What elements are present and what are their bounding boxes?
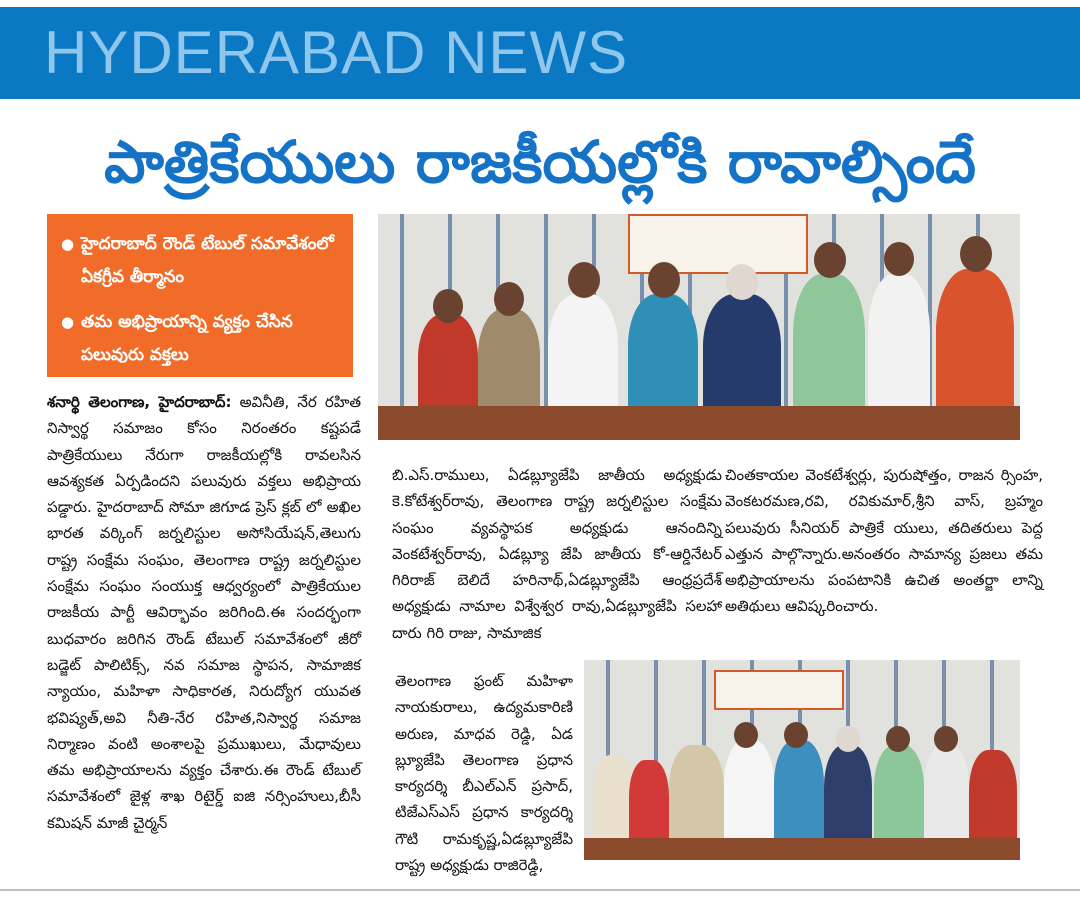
bullet-icon: ●	[61, 235, 75, 253]
article-column-2-continued: తెలంగాణ ఫ్రంట్ మహిళా నాయకురాలు, ఉద్యమకారిణి అరుణ, మాధవ రెడ్డి, ఏడ బ్ల్యూజేపి తెలంగాణ ప్రధాన కార్యదర్శి బీఎల్ఎన్ ప్రసాద్, టిజేఎస్ఎస్ ప్రధాన కార్యదర్శి గౌటి రామకృష్ణ,ఏడబ్ల్యూజేపి రాష్ట్ర అధ్యక్షుడు రాజిరెడ్డి,	[395, 672, 573, 875]
highlight-text: హైదరాబాద్ రౌండ్ టేబుల్ సమావేశంలో ఏకగ్రీవ తీర్మానం	[81, 234, 334, 287]
article-dateline: శనార్థి తెలంగాణ, హైదరాబాద్:	[47, 393, 232, 411]
article-column-2: బి.ఎస్.రాములు, ఏడబ్ల్యూజేపి జాతీయ అధ్యక్షుడు కె.కోటేశ్వర్‌రావు, తెలంగాణ రాష్ట్ర జర్నలిస్టుల సంక్షేమ సంఘం వ్యవస్థాపక అధ్యక్షుడు ఆనందిన్ని వెంకటేశ్వర్‌రావు, ఏడబ్ల్యూ జేపి జాతీయ కో-ఆర్డినేటర్ గిరిరాజ్ బెలిదే హరినాథ్,ఏడబ్ల్యూజేపి ఆంధ్రప్రదేశ్ అధ్యక్షుడు నామాల విశ్వేశ్వర రావు,ఏడబ్ల్యూజేపి సలహా దారు గిరి రాజు, సామాజిక	[392, 466, 722, 642]
article-text: అవినీతి, నేర రహిత నిస్వార్థ సమాజం కోసం నిరంతరం కష్టపడే పాత్రికేయులు నేరుగా రాజకీయల్లోకి రావలసిన ఆవశ్యకత ఏర్పడిందని పలువురు వక్తలు అభిప్రాయ పడ్డారు. హైదరాబాద్ సోమా జిగూడ ప్రెస్ క్లబ్ లో అఖిల భారత వర్కింగ్ జర్నలిస్టుల అసోసియేషన్,తెలుగు రాష్ట్ర సంక్షేమ సంఘం, తెలంగాణ రాష్ట్ర జర్నలిస్టుల సంక్షేమ సంఘం సంయుక్త ఆధ్వర్యంలో పాత్రికేయుల రాజకీయ పార్టీ ఆవిర్భావం జరిగింది.ఈ సందర్భంగా బుధవారం జరిగిన రౌండ్ టేబుల్ సమావేశంలో జీరో బడ్జెట్ పాలిటిక్స్, నవ సమాజ స్థాపన, సామాజిక న్యాయం, మహిళా సాధికారత, నిరుద్యోగ యువత భవిష్యత్,అవి నీతి-నేర రహిత,నిస్వార్థ సమాజ నిర్మాణం వంటి అంశాలపై ప్రముఖులు, మేధావులు తమ అభిప్రాయాలను వ్యక్తం చేశారు.ఈ రౌండ్ టేబుల్ సమావేశంలో జైళ్ల శాఖ రిటైర్డ్ ఐజి నర్సింహులు,బీసీ కమిషన్ మాజీ చైర్మన్	[47, 393, 361, 832]
highlight-text: తమ అభిప్రాయాన్ని వ్యక్తం చేసిన పలువురు వక్తలు	[81, 312, 293, 365]
table	[584, 838, 1020, 860]
bottom-rule	[0, 889, 1080, 891]
photo-round-table-meeting	[378, 214, 1020, 440]
article-column-3: చింతకాయల వెంకటేశ్వర్లు, పురుషోత్తం, రాజన ర్సింహ, వెంకటరమణ,రవి, రవికుమార్,శ్రీని వాస్, బ్రహ్మం పలువురు సీనియర్ పాత్రికే యులు, తదితరులు పెద్ద ఎత్తున పాల్గొన్నారు.అనంతరం సామాన్య ప్రజలు తమ అభిప్రాయాలను పంపటానికి ఉచిత అంతర్జా లాన్ని అతిథులు ఆవిష్కరించారు.	[725, 466, 1043, 616]
highlight-item	[61, 306, 341, 372]
highlight-box	[47, 214, 353, 377]
bullet-icon: ●	[61, 313, 75, 331]
masthead	[0, 7, 1080, 99]
masthead-title: HYDERABAD NEWS	[44, 19, 629, 86]
event-banner	[714, 670, 844, 710]
article-column-1	[47, 389, 361, 836]
headline: పాత్రికేయులు రాజకీయల్లోకి రావాల్సిందే	[104, 128, 976, 196]
photo-participants-raising-hands	[584, 660, 1020, 860]
highlight-item	[61, 228, 341, 294]
table	[378, 406, 1020, 440]
